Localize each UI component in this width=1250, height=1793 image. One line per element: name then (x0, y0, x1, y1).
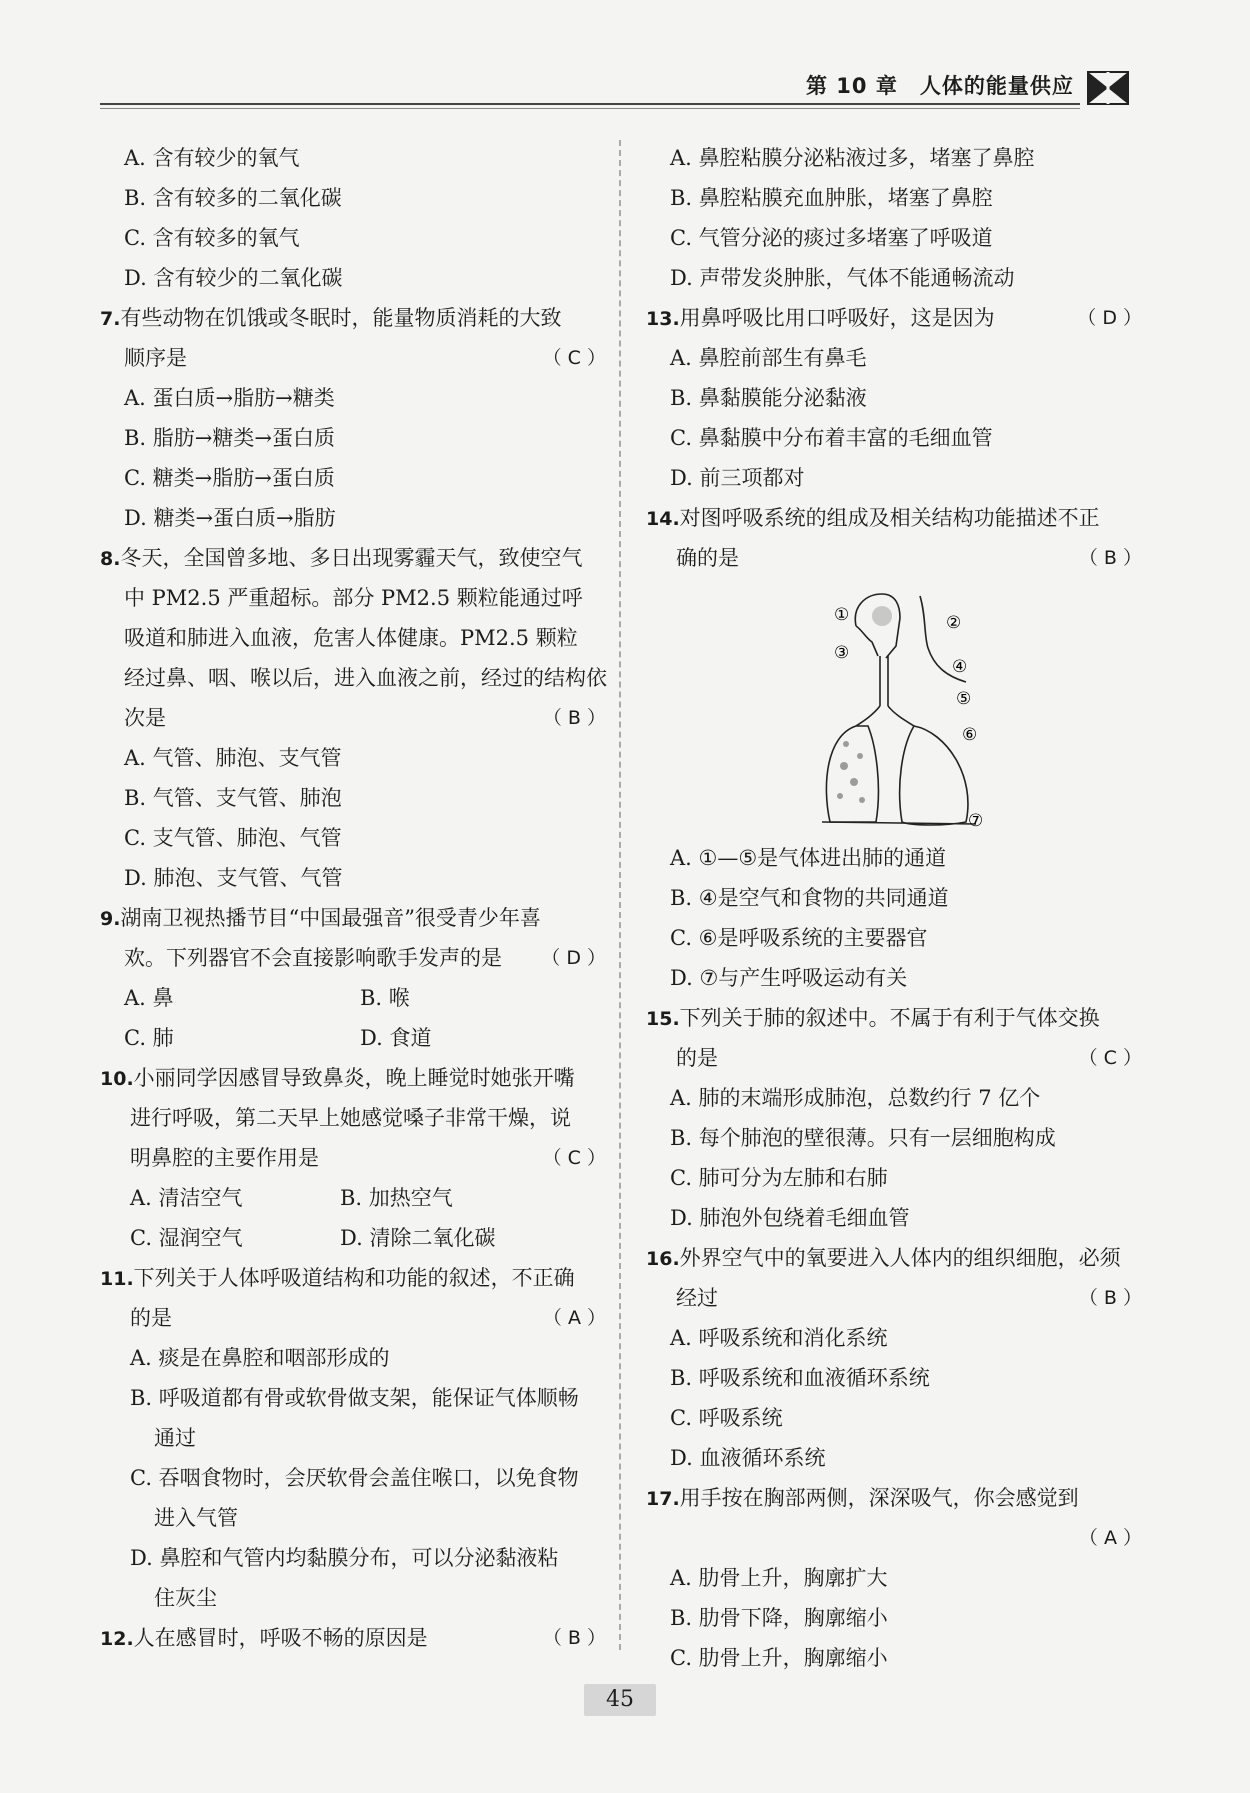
question-text: 明鼻腔的主要作用是 (130, 1146, 319, 1170)
option-line (100, 418, 610, 458)
question-text: 人在感冒时，呼吸不畅的原因是 (133, 1626, 428, 1650)
option-line (646, 1158, 1146, 1198)
option-text: A. 肺的末端形成肺泡，总数约行 7 亿个 (670, 1086, 1041, 1110)
option-text: B. 喉 (360, 986, 410, 1010)
question-continuation (100, 1098, 610, 1138)
question-continuation (100, 938, 610, 978)
option-text: A. 鼻腔粘膜分泌粘液过多，堵塞了鼻腔 (670, 146, 1035, 170)
option-line (100, 1338, 610, 1378)
option-text: C. 肋骨上升，胸廓缩小 (670, 1646, 888, 1670)
option-pair-line (100, 1218, 610, 1258)
option-text: B. 含有较多的二氧化碳 (124, 186, 342, 210)
option-line (100, 178, 610, 218)
answer-bracket: （ D ） (1077, 307, 1142, 329)
option-text: A. ①—⑤是气体进出肺的通道 (670, 846, 947, 870)
question-line (646, 498, 1146, 538)
option-line (100, 818, 610, 858)
question-text: 次是 (124, 706, 166, 730)
option-line (646, 378, 1146, 418)
option-text: B. 鼻黏膜能分泌黏液 (670, 386, 867, 410)
question-line (100, 538, 610, 578)
question-continuation (646, 1038, 1146, 1078)
question-text: 中 PM2.5 严重超标。部分 PM2.5 颗粒能通过呼 (124, 586, 583, 610)
question-text: 进行呼吸，第二天早上她感觉嗓子非常干燥，说 (130, 1106, 571, 1130)
option-text: 通过 (154, 1426, 196, 1450)
option-text: C. 支气管、肺泡、气管 (124, 826, 342, 850)
option-text: D. 食道 (360, 1026, 432, 1050)
answer-bracket: （ B ） (542, 707, 606, 729)
diagram-label-3: ③ (834, 643, 850, 663)
option-line (646, 178, 1146, 218)
question-text: 吸道和肺进入血液，危害人体健康。PM2.5 颗粒 (124, 626, 578, 650)
right-column (646, 138, 1146, 1678)
question-number: 7. (100, 308, 121, 330)
option-text: B. 加热空气 (340, 1186, 453, 1210)
option-text: C. 肺 (124, 1026, 174, 1050)
option-line (646, 838, 1146, 878)
answer-bracket: （ B ） (542, 1627, 606, 1649)
option-text: D. 肺泡外包绕着毛细血管 (670, 1206, 910, 1230)
question-line (100, 1058, 610, 1098)
question-number: 8. (100, 548, 121, 570)
option-line (646, 458, 1146, 498)
question-text: 下列关于肺的叙述中。不属于有利于气体交换 (679, 1006, 1100, 1030)
answer-bracket: （ A ） (542, 1307, 606, 1329)
question-text: 外界空气中的氧要进入人体内的组织细胞，必须 (679, 1246, 1121, 1270)
option-line (646, 1318, 1146, 1358)
answer-bracket: （ C ） (542, 347, 606, 369)
option-continuation (100, 1498, 610, 1538)
option-text: B. ④是空气和食物的共同通道 (670, 886, 949, 910)
option-text: C. 糖类→脂肪→蛋白质 (124, 466, 335, 490)
question-text: 经过鼻、咽、喉以后，进入血液之前，经过的结构依 (124, 666, 607, 690)
option-line (100, 498, 610, 538)
question-number: 10. (100, 1068, 134, 1090)
question-number: 13. (646, 308, 680, 330)
option-text: C. ⑥是呼吸系统的主要器官 (670, 926, 928, 950)
question-line (646, 1238, 1146, 1278)
answer-bracket: （ B ） (1078, 1287, 1142, 1309)
option-line (646, 338, 1146, 378)
option-line (646, 258, 1146, 298)
option-line (646, 1198, 1146, 1238)
question-number: 12. (100, 1628, 134, 1650)
option-text: B. 呼吸道都有骨或软骨做支架，能保证气体顺畅 (130, 1386, 579, 1410)
option-pair-line (100, 978, 610, 1018)
option-text: D. 清除二氧化碳 (340, 1226, 496, 1250)
option-line (100, 738, 610, 778)
option-line (100, 1378, 610, 1418)
question-continuation (100, 578, 610, 618)
option-text: B. 肋骨下降，胸廓缩小 (670, 1606, 888, 1630)
option-text: D. 肺泡、支气管、气管 (124, 866, 343, 890)
option-text: D. 糖类→蛋白质→脂肪 (124, 506, 336, 530)
question-text: 的是 (676, 1046, 718, 1070)
option-text: C. 吞咽食物时，会厌软骨会盖住喉口，以免食物 (130, 1466, 579, 1490)
chapter-title: 第 10 章 人体的能量供应 (806, 74, 1074, 98)
option-text: C. 鼻黏膜中分布着丰富的毛细血管 (670, 426, 993, 450)
question-text: 的是 (130, 1306, 172, 1330)
question-text: 经过 (676, 1286, 718, 1310)
question-continuation (100, 698, 610, 738)
question-continuation (100, 658, 610, 698)
option-line (100, 458, 610, 498)
header-rule-thin (100, 108, 1080, 109)
diagram-label-5: ⑤ (956, 689, 972, 709)
left-column (100, 138, 610, 1658)
option-text: B. 脂肪→糖类→蛋白质 (124, 426, 335, 450)
question-line (100, 298, 610, 338)
option-continuation (100, 1418, 610, 1458)
option-line (646, 1438, 1146, 1478)
option-text: D. 声带发炎肿胀，气体不能通畅流动 (670, 266, 1015, 290)
question-text: 欢。下列器官不会直接影响歌手发声的是 (124, 946, 502, 970)
option-pair-line (100, 1178, 610, 1218)
option-text: B. 鼻腔粘膜充血肿胀，堵塞了鼻腔 (670, 186, 993, 210)
option-line (100, 138, 610, 178)
question-text: 小丽同学因感冒导致鼻炎，晚上睡觉时她张开嘴 (133, 1066, 575, 1090)
diagram-label-2: ② (946, 613, 962, 633)
option-text: C. 呼吸系统 (670, 1406, 783, 1430)
question-line (646, 298, 1146, 338)
option-text: 住灰尘 (154, 1586, 217, 1610)
option-line (646, 1358, 1146, 1398)
question-number: 9. (100, 908, 121, 930)
question-continuation (100, 338, 610, 378)
question-number: 17. (646, 1488, 680, 1510)
question-line (100, 1618, 610, 1658)
option-text: B. 气管、支气管、肺泡 (124, 786, 342, 810)
option-text: A. 蛋白质→脂肪→糖类 (124, 386, 335, 410)
question-continuation (646, 1278, 1146, 1318)
option-line (646, 138, 1146, 178)
option-text: A. 呼吸系统和消化系统 (670, 1326, 888, 1350)
option-continuation (100, 1578, 610, 1618)
question-text: 对图呼吸系统的组成及相关结构功能描述不正 (679, 506, 1100, 530)
answer-bracket: （ C ） (542, 1147, 606, 1169)
question-continuation (100, 1298, 610, 1338)
option-line (646, 1078, 1146, 1118)
diagram-label-4: ④ (952, 657, 968, 677)
question-line (646, 998, 1146, 1038)
page-number: 45 (584, 1684, 656, 1716)
respiratory-diagram (646, 578, 1146, 838)
option-text: B. 每个肺泡的壁很薄。只有一层细胞构成 (670, 1126, 1056, 1150)
question-number: 14. (646, 508, 680, 530)
answer-bracket: （ D ） (541, 947, 606, 969)
option-line (646, 218, 1146, 258)
question-number: 15. (646, 1008, 680, 1030)
question-line (100, 898, 610, 938)
option-text: A. 含有较少的氧气 (124, 146, 300, 170)
option-text: 进入气管 (154, 1506, 238, 1530)
option-line (646, 1558, 1146, 1598)
question-continuation (646, 538, 1146, 578)
question-text: 用手按在胸部两侧，深深吸气，你会感觉到 (679, 1486, 1079, 1510)
option-line (100, 1458, 610, 1498)
chapter-logo-icon (1086, 68, 1130, 108)
option-text: A. 痰是在鼻腔和咽部形成的 (130, 1346, 390, 1370)
question-text: 下列关于人体呼吸道结构和功能的叙述，不正确 (133, 1266, 575, 1290)
option-line (646, 418, 1146, 458)
option-line (646, 878, 1146, 918)
option-text: D. 鼻腔和气管内均黏膜分布，可以分泌黏液粘 (130, 1546, 559, 1570)
option-text: A. 肋骨上升，胸廓扩大 (670, 1566, 888, 1590)
option-text: D. 含有较少的二氧化碳 (124, 266, 343, 290)
option-line (646, 1638, 1146, 1678)
question-number: 16. (646, 1248, 680, 1270)
question-text: 顺序是 (124, 346, 187, 370)
option-line (646, 1118, 1146, 1158)
question-line (100, 1258, 610, 1298)
option-text: C. 气管分泌的痰过多堵塞了呼吸道 (670, 226, 993, 250)
column-divider (619, 140, 621, 1650)
question-continuation (100, 618, 610, 658)
option-line (646, 1398, 1146, 1438)
question-text: 用鼻呼吸比用口呼吸好，这是因为 (679, 306, 995, 330)
option-text: C. 湿润空气 (130, 1226, 243, 1250)
question-text: 湖南卫视热播节目“中国最强音”很受青少年喜 (120, 906, 541, 930)
answer-bracket: （ A ） (1078, 1527, 1142, 1549)
header-rule (100, 103, 1080, 105)
option-line (100, 778, 610, 818)
option-text: D. 血液循环系统 (670, 1446, 826, 1470)
option-text: D. 前三项都对 (670, 466, 805, 490)
option-pair-line (100, 1018, 610, 1058)
option-text: C. 含有较多的氧气 (124, 226, 300, 250)
option-line (100, 1538, 610, 1578)
question-continuation (100, 1138, 610, 1178)
option-text: C. 肺可分为左肺和右肺 (670, 1166, 888, 1190)
option-text: A. 气管、肺泡、支气管 (124, 746, 342, 770)
respiratory-system-figure (816, 586, 996, 831)
question-continuation (646, 1518, 1146, 1558)
question-text: 冬天，全国曾多地、多日出现雾霾天气，致使空气 (120, 546, 583, 570)
option-line (100, 858, 610, 898)
option-line (646, 1598, 1146, 1638)
question-text: 确的是 (676, 546, 739, 570)
diagram-label-7: ⑦ (968, 811, 984, 831)
diagram-label-1: ① (834, 605, 850, 625)
option-line (100, 258, 610, 298)
option-text: A. 鼻 (124, 986, 174, 1010)
option-text: B. 呼吸系统和血液循环系统 (670, 1366, 930, 1390)
option-text: A. 清洁空气 (130, 1186, 243, 1210)
option-text: D. ⑦与产生呼吸运动有关 (670, 966, 908, 990)
answer-bracket: （ C ） (1078, 1047, 1142, 1069)
option-line (646, 918, 1146, 958)
question-text: 有些动物在饥饿或冬眠时，能量物质消耗的大致 (120, 306, 562, 330)
option-line (100, 218, 610, 258)
option-line (646, 958, 1146, 998)
diagram-label-6: ⑥ (962, 725, 978, 745)
question-line (646, 1478, 1146, 1518)
option-text: A. 鼻腔前部生有鼻毛 (670, 346, 867, 370)
answer-bracket: （ B ） (1078, 547, 1142, 569)
question-number: 11. (100, 1268, 134, 1290)
option-line (100, 378, 610, 418)
